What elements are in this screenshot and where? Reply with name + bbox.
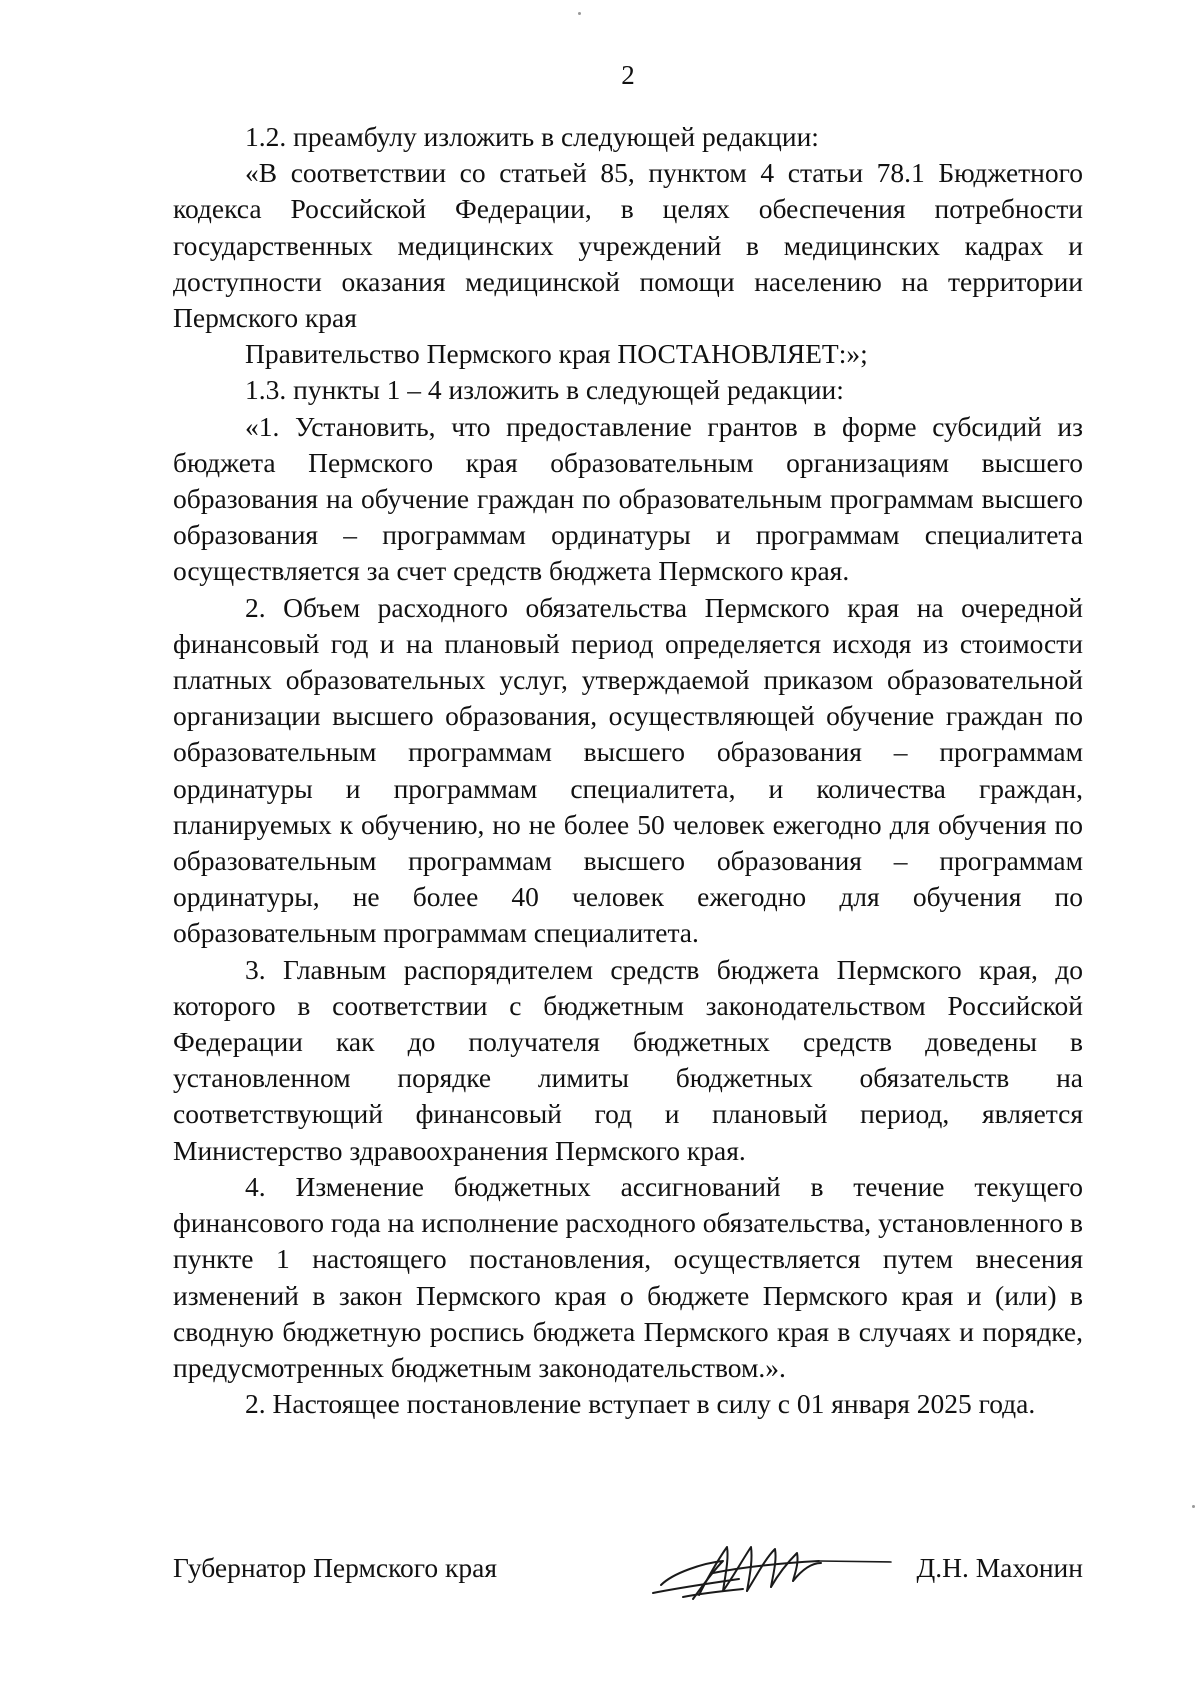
- paragraph-preamble: «В соответствии со статьей 85, пунктом 4 статьи 78.1 Бюджетного кодекса Российской Федерации, в целях обеспечения потребности государственных медицинских учреждений в медицинских кадрах и доступности оказания медицинской помощи населению на территории Пермского края: [173, 157, 1083, 334]
- signature-block: [173, 1533, 1083, 1613]
- paragraph-effective-date: 2. Настоящее постановление вступает в силу с 01 января 2025 года.: [245, 1388, 1036, 1420]
- paragraph-1-2: 1.2. преамбулу изложить в следующей редакции:: [245, 121, 819, 152]
- document-body: [173, 119, 1083, 1422]
- paragraph-1-3: 1.3. пункты 1 – 4 изложить в следующей редакции:: [245, 374, 844, 406]
- paragraph-item-3: 3. Главным распорядителем средств бюджета Пермского края, до которого в соответствии с бюджетным законодательством Российской Федерации как до получателя бюджетных средств доведены в установленном порядке лимиты бюджетных обязательств на соответствующий финансовый год и плановый период, является Министерство здравоохранения Пермского края.: [173, 953, 1083, 1166]
- paragraph-item-2: 2. Объем расходного обязательства Пермского края на очередной финансовый год и на плановый период определяется исходя из стоимости платных образовательных услуг, утверждаемой приказом образовательной организации высшего образования, осуществляющей обучение граждан по образовательным программам высшего образования – программам ординатуры и программам специалитета, и количества граждан, планируемых к обучению, но не более 50 человек ежегодно для обучения по образовательным программам высшего образования – программам ординатуры, не более 40 человек ежегодно для обучения по образовательным программам специалитета.: [173, 591, 1083, 949]
- signatory-name: Д.Н. Махонин: [916, 1552, 1083, 1583]
- paragraph-resolves: Правительство Пермского края ПОСТАНОВЛЯЕТ:»;: [245, 338, 868, 370]
- page-number: 2: [621, 60, 635, 90]
- paragraph-item-1: «1. Установить, что предоставление грантов в форме субсидий из бюджета Пермского края образовательным организациям высшего образования на обучение граждан по образовательным программам высшего образования – программам ординатуры и программам специалитета осуществляется за счет средств бюджета Пермского края.: [173, 410, 1083, 587]
- handwritten-signature: [643, 1533, 893, 1613]
- signatory-title: Губернатор Пермского края: [173, 1552, 497, 1583]
- scan-speck: [578, 12, 581, 15]
- scan-speck: [1192, 1505, 1195, 1508]
- paragraph-item-4: 4. Изменение бюджетных ассигнований в течение текущего финансового года на исполнение расходного обязательства, установленного в пункте 1 настоящего постановления, осуществляется путем внесения изменений в закон Пермского края о бюджете Пермского края и (или) в сводную бюджетную роспись бюджета Пермского края в случаях и порядке, предусмотренных бюджетным законодательством.».: [173, 1170, 1083, 1383]
